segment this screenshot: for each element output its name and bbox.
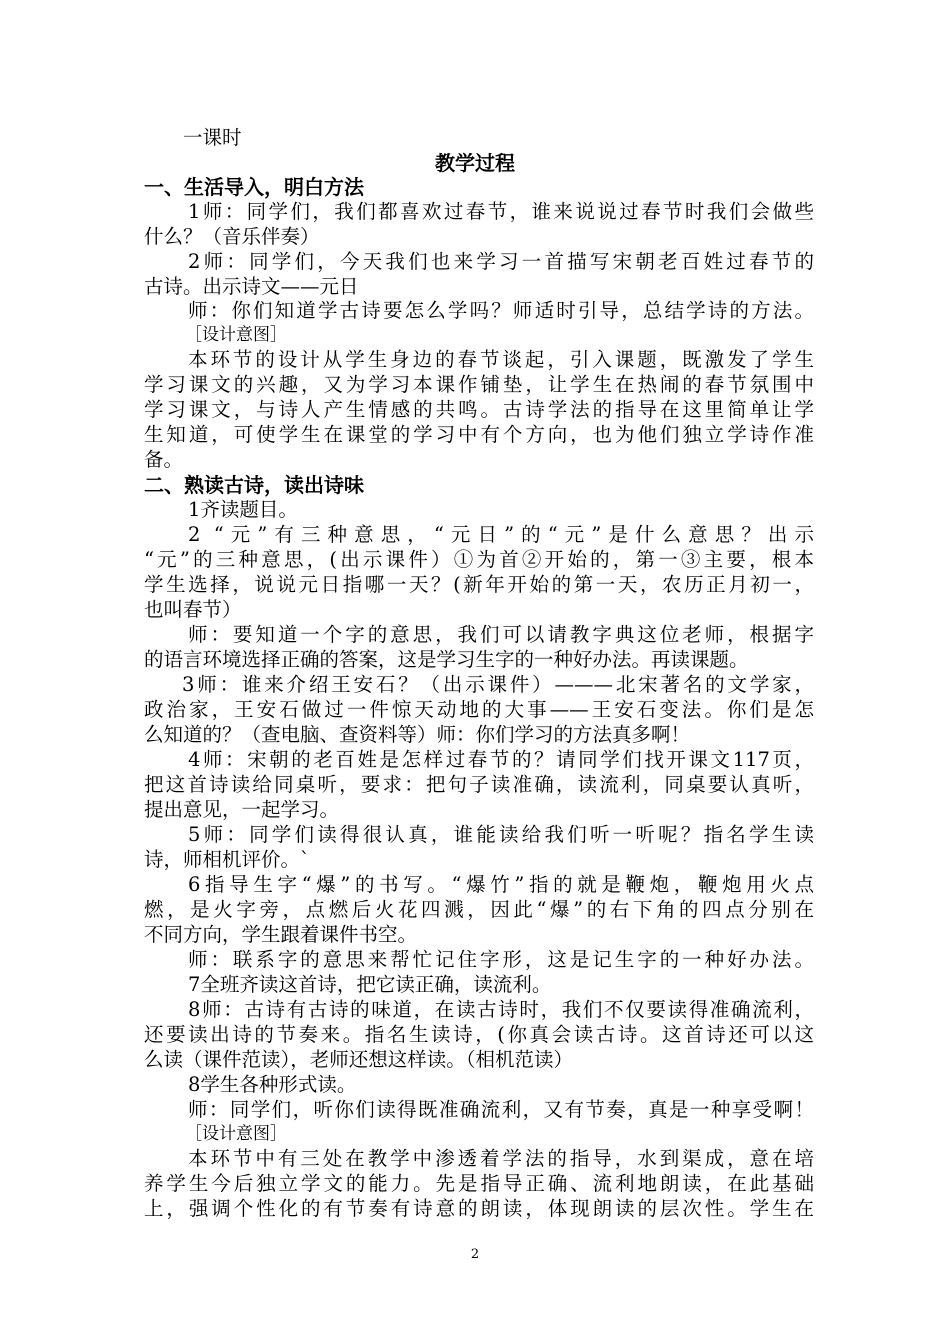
page-title: 教学过程 [435, 151, 515, 175]
paragraph-line: 1齐读题目。 [188, 498, 298, 521]
paragraph-line: 3师：谁来介绍王安石？（出示课件）———北宋著名的文学家， [182, 673, 814, 696]
paragraph-line: 备。 [144, 448, 184, 471]
paragraph-line: 也叫春节） [144, 598, 242, 621]
paragraph-line: 7全班齐读这首诗，把它读正确，读流利。 [188, 973, 552, 996]
paragraph-line: 2师：同学们，今天我们也来学习一首描写宋朝老百姓过春节的 [188, 250, 814, 273]
paragraph-line: 师：你们知道学古诗要怎么学吗？师适时引导，总结学诗的方法。 [188, 299, 814, 322]
paragraph-line: 提出意见，一起学习。 [144, 798, 340, 821]
paragraph-line: 什么？（音乐伴奏） [144, 225, 320, 248]
paragraph-line: 么知道的？（查电脑、查资料等）师：你们学习的方法真多啊！ [144, 723, 691, 746]
paragraph-line: 还要读出诗的节奏来。指名生读诗，(你真会读古诗。这首诗还可以这 [144, 1023, 814, 1046]
paragraph-line: 燃，是火字旁，点燃后火花四溅，因此“爆”的右下角的四点分别在 [144, 898, 814, 921]
paragraph-line: “元”的三种意思，(出示课件）①为首②开始的，第一③主要，根本 [144, 548, 814, 571]
paragraph-line: 诗，师相机评价。` [144, 848, 310, 871]
section-1-heading: 一、生活导入，明白方法 [144, 175, 364, 199]
paragraph-line: 2 “元”有三种意思，“元日”的“元”是什么意思？出示 [188, 523, 814, 546]
paragraph-line: 么读（课件范读），老师还想这样读。（相机范读） [144, 1048, 574, 1071]
paragraph-line: 本环节的设计从学生身边的春节谈起，引入课题，既激发了学生 [188, 348, 814, 371]
design-intent-label: ［设计意图］ [185, 325, 287, 345]
paragraph-line: 把这首诗读给同桌听，要求：把句子读准确，读流利，同桌要认真听， [144, 773, 814, 796]
paragraph-line: 师：联系字的意思来帮忙记住字形，这是记生字的一种好办法。 [188, 948, 814, 971]
paragraph-line: 生知道，可使学生在课堂的学习中有个方向，也为他们独立学诗作准 [144, 423, 814, 446]
paragraph-line: 4师：宋朝的老百姓是怎样过春节的？请同学们找开课文117页， [188, 748, 814, 771]
top-note: 一课时 [183, 126, 242, 149]
paragraph-line: 政治家，王安石做过一件惊天动地的大事——王安石变法。你们是怎 [144, 698, 814, 721]
paragraph-line: 8师：古诗有古诗的味道，在读古诗时，我们不仅要读得准确流利， [188, 998, 814, 1021]
paragraph-line: 的语言环境选择正确的答案，这是学习生字的一种好办法。再读课题。 [144, 648, 749, 671]
paragraph-line: 5师：同学们读得很认真，谁能读给我们听一听呢？指名学生读 [188, 823, 814, 846]
paragraph-line: 学生选择，说说元日指哪一天？(新年开始的第一天，农历正月初一， [144, 573, 814, 596]
paragraph-line: 学习课文的兴趣，又为学习本课作铺垫，让学生在热闹的春节氛围中 [144, 373, 814, 396]
paragraph-line: 不同方向，学生跟着课件书空。 [144, 923, 418, 946]
paragraph-line: 学习课文，与诗人产生情感的共鸣。古诗学法的指导在这里简单让学 [144, 398, 814, 421]
section-2-heading: 二、熟读古诗，读出诗味 [144, 473, 364, 497]
design-intent-label: ［设计意图］ [185, 1124, 287, 1144]
paragraph-line: 师：同学们，听你们读得既准确流利，又有节奏，真是一种享受啊！ [188, 1098, 814, 1121]
paragraph-line: 上，强调个性化的有节奏有诗意的朗读，体现朗读的层次性。学生在 [144, 1197, 814, 1220]
paragraph-line: 师：要知道一个字的意思，我们可以请教字典这位老师，根据字 [188, 623, 814, 646]
paragraph-line: 1师：同学们，我们都喜欢过春节，谁来说说过春节时我们会做些 [188, 200, 814, 223]
page-number: 2 [470, 1247, 480, 1262]
paragraph-line: 养学生今后独立学文的能力。先是指导正确、流利地朗读，在此基础 [144, 1172, 814, 1195]
paragraph-line: 本环节中有三处在教学中渗透着学法的指导，水到渠成，意在培 [188, 1147, 814, 1170]
paragraph-line: 古诗。出示诗文——元日 [144, 275, 359, 298]
paragraph-line: 6指导生字“爆”的书写。“爆竹”指的就是鞭炮，鞭炮用火点 [188, 873, 814, 896]
paragraph-line: 8学生各种形式读。 [188, 1073, 357, 1096]
